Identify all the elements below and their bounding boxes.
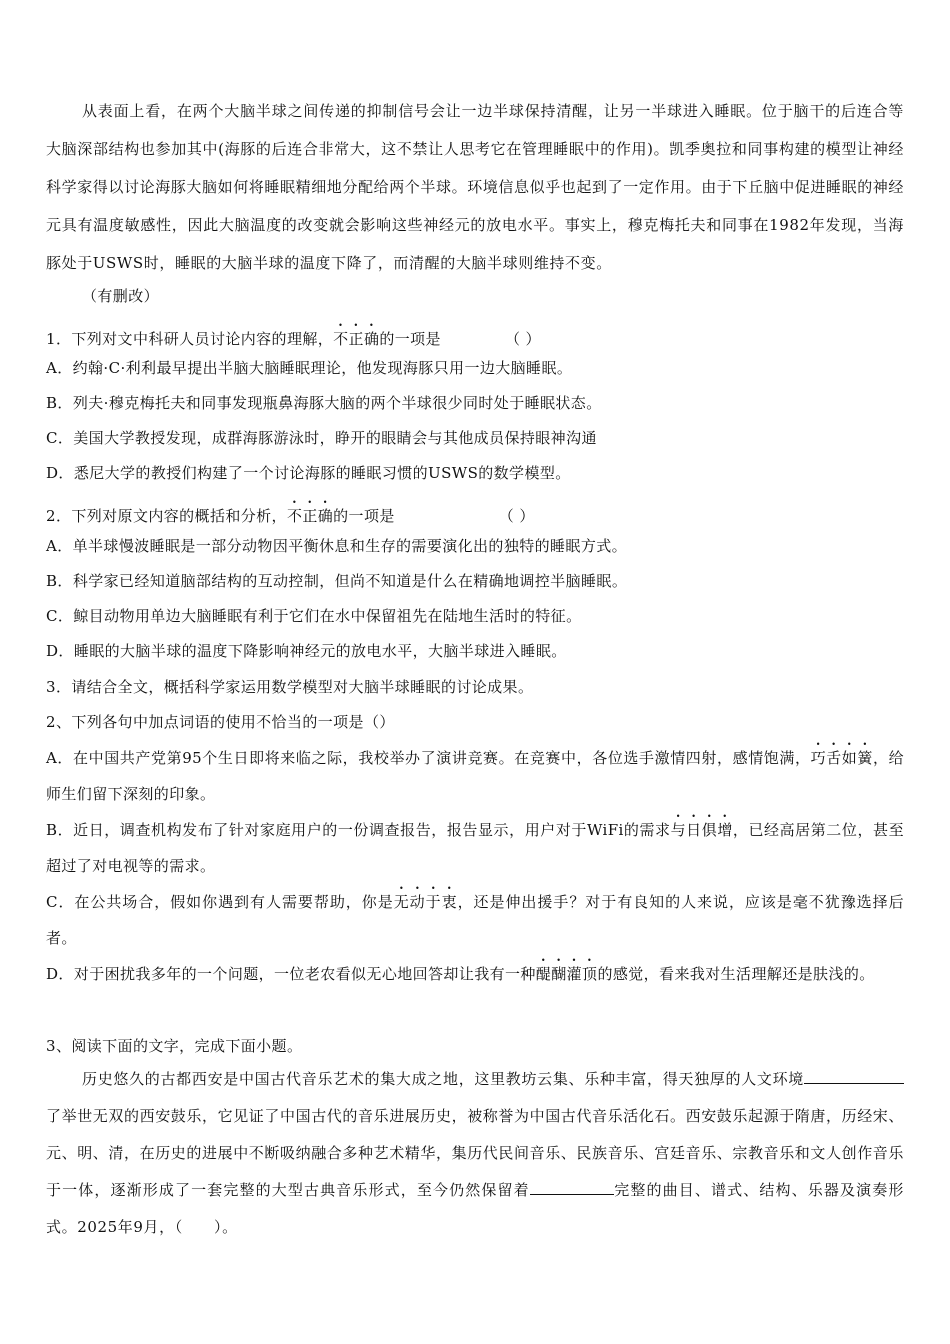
fill-blank-2 <box>530 1178 614 1195</box>
question-2-stem <box>46 498 535 526</box>
q1-option-c: C．美国大学教授发现，成群海豚游泳时，睁开的眼睛会与其他成员保持眼神沟通 <box>46 429 597 447</box>
s2-option-c <box>46 884 904 956</box>
q2-emphasis: 不正确 <box>286 507 334 525</box>
q1-answer-paren: （ ） <box>504 330 541 348</box>
section-2-title: 2、下列各句中加点词语的使用不恰当的一项是（） <box>46 713 395 731</box>
s2-a-emphasis: 巧舌如簧 <box>810 749 873 767</box>
q2-stem-post: 的一项是 <box>333 507 395 525</box>
question-1-stem <box>46 321 541 349</box>
passage-text: 从表面上看，在两个大脑半球之间传递的抑制信号会让一边半球保持清醒，让另一半球进入睡眠。位于脑干的后连合等大脑深部结构也参加其中(海豚的后连合非常大，这不禁让人思考它在管理睡眠中的作用)。凯季奥拉和同事构建的模型让神经科学家得以讨论海豚大脑如何将睡眠精细地分配给两个半球。环境信息似乎也起到了一定作用。由于下丘脑中促进睡眠的神经元具有温度敏感性，因此大脑温度的改变就会影响这些神经元的放电水平。事实上，穆克梅托夫和同事在1982年发现，当海豚处于USWS时，睡眠的大脑半球的温度下降了，而清醒的大脑半球则维持不变。 <box>46 102 905 272</box>
q1-stem-post: 的一项是 <box>379 330 441 348</box>
section-3-title: 3、阅读下面的文字，完成下面小题。 <box>46 1037 303 1055</box>
question-3: 3．请结合全文，概括科学家运用数学模型对大脑半球睡眠的讨论成果。 <box>46 678 534 696</box>
q2-option-d: D．睡眠的大脑半球的温度下降影响神经元的放电水平，大脑半球进入睡眠。 <box>46 642 567 660</box>
s2-d-pre: D．对于困扰我多年的一个问题，一位老农看似无心地回答却让我有一种 <box>46 965 536 983</box>
s3-text-c: 完整的曲目、谱式、结构、乐器及演奏形式。2025年9月，（ ）。 <box>46 1181 904 1236</box>
s2-option-a <box>46 740 904 812</box>
q2-stem-pre: 2．下列对原文内容的概括和分析， <box>46 507 287 525</box>
q1-option-a: A．约翰·C·利利最早提出半脑大脑睡眠理论，他发现海豚只用一边大脑睡眠。 <box>46 359 573 377</box>
s2-d-post: 的感觉，看来我对生活理解还是肤浅的。 <box>597 965 875 983</box>
s2-c-emphasis: 无动于衷 <box>393 893 458 911</box>
s3-text-a: 历史悠久的古都西安是中国古代音乐艺术的集大成之地，这里教坊云集、乐种丰富，得天独厚的人文环境 <box>82 1070 804 1088</box>
s2-option-b <box>46 812 904 884</box>
q1-emphasis: 不正确 <box>333 330 380 348</box>
section-3-passage <box>46 1061 904 1246</box>
q1-option-d: D．悉尼大学的教授们构建了一个讨论海豚的睡眠习惯的USWS的数学模型。 <box>46 464 571 482</box>
s2-c-pre: C．在公共场合，假如你遇到有人需要帮助，你是 <box>46 893 394 911</box>
fill-blank-1a <box>804 1067 854 1084</box>
q2-option-b: B．科学家已经知道脑部结构的互动控制，但尚不知道是什么在精确地调控半脑睡眠。 <box>46 572 628 590</box>
s2-b-emphasis: 与日俱增 <box>670 821 733 839</box>
s2-a-pre: A．在中国共产党第95个生日即将来临之际，我校举办了演讲竞赛。在竞赛中，各位选手激情四射，感情饱满， <box>46 749 811 767</box>
s2-b-pre: B．近日，调查机构发布了针对家庭用户的一份调查报告，报告显示，用户对于WiFi的需求 <box>46 821 671 839</box>
q1-option-b: B．列夫·穆克梅托夫和同事发现瓶鼻海豚大脑的两个半球很少同时处于睡眠状态。 <box>46 394 602 412</box>
fill-blank-1b <box>854 1067 904 1084</box>
s2-d-emphasis: 醍醐灌顶 <box>535 965 598 983</box>
q2-answer-paren: （ ） <box>498 507 535 525</box>
s2-c-post: ，还是伸出援手？对于有良知的人来说，应该是毫不犹豫选择后者。 <box>46 893 905 947</box>
passage-paragraph <box>46 92 904 282</box>
q2-option-c: C．鲸目动物用单边大脑睡眠有利于它们在水中保留祖先在陆地生活时的特征。 <box>46 607 582 625</box>
source-note: （有删改） <box>82 287 160 305</box>
s2-b-post: ，已经高居第二位，甚至超过了对电视等的需求。 <box>46 821 904 875</box>
s2-a-post: ，给师生们留下深刻的印象。 <box>46 749 904 803</box>
q1-stem-pre: 1．下列对文中科研人员讨论内容的理解， <box>46 330 334 348</box>
q2-option-a: A．单半球慢波睡眠是一部分动物因平衡休息和生存的需要演化出的独特的睡眠方式。 <box>46 537 628 555</box>
s2-option-d <box>46 956 904 992</box>
s3-text-b: 了举世无双的西安鼓乐，它见证了中国古代的音乐进展历史，被称誉为中国古代音乐活化石。西安鼓乐起源于隋唐，历经宋、元、明、清，在历史的进展中不断吸纳融合多种艺术精华，集历代民间音乐、民族音乐、宫廷音乐、宗教音乐和文人创作音乐于一体，逐渐形成了一套完整的大型古典音乐形式，至今仍然保留着 <box>46 1107 905 1199</box>
